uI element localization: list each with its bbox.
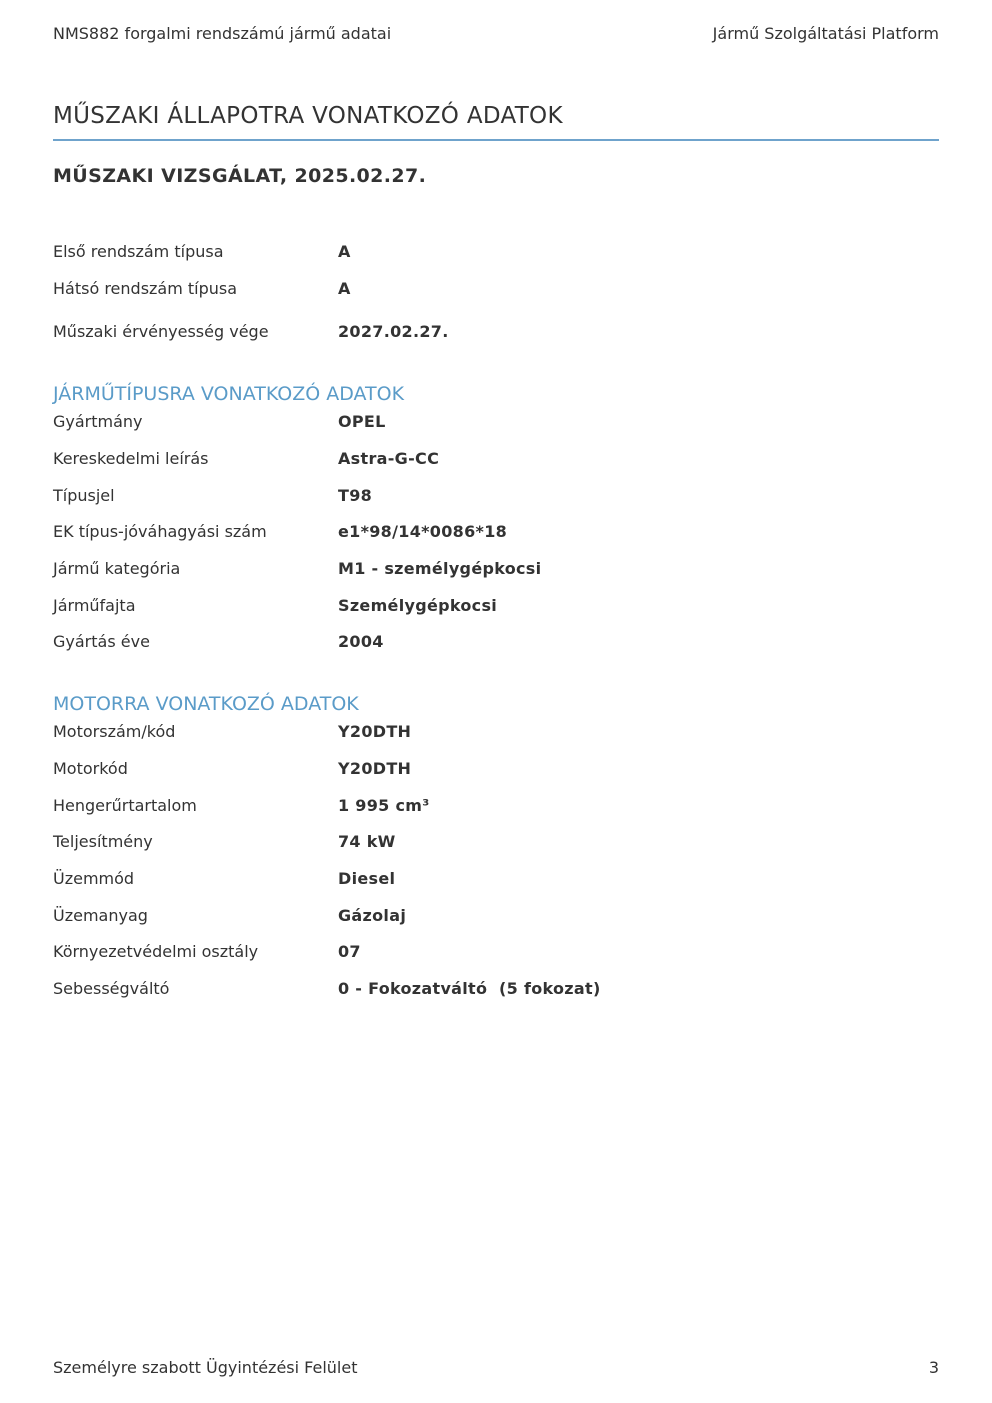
footer-service-name: Személyre szabott Ügyintézési Felület: [53, 1358, 358, 1377]
row-label: Gyártmány: [53, 412, 143, 431]
row-label: Motorszám/kód: [53, 722, 176, 741]
header-vehicle-title: NMS882 forgalmi rendszámú jármű adatai: [53, 24, 392, 43]
page-header: [53, 24, 939, 46]
row-value: OPEL: [338, 412, 386, 431]
row-label: Típusjel: [53, 486, 115, 505]
inspection-title: MŰSZAKI VIZSGÁLAT, 2025.02.27.: [53, 165, 427, 187]
row-label: Műszaki érvényesség vége: [53, 322, 269, 341]
row-value: Y20DTH: [338, 759, 412, 778]
row-value: T98: [338, 486, 373, 505]
row-value: 74 kW: [338, 832, 396, 851]
engine-heading: MOTORRA VONATKOZÓ ADATOK: [53, 693, 359, 715]
row-value: Személygépkocsi: [338, 596, 498, 615]
row-label: Üzemmód: [53, 869, 135, 888]
row-value: Y20DTH: [338, 722, 412, 741]
title-divider: [53, 139, 939, 141]
row-value: M1 - személygépkocsi: [338, 559, 542, 578]
row-label: Gyártás éve: [53, 632, 150, 651]
row-value: e1*98/14*0086*18: [338, 522, 508, 541]
row-value: A: [338, 279, 351, 298]
row-label: Hengerűrtartalom: [53, 796, 197, 815]
page-number: 3: [928, 1358, 939, 1377]
page-footer: [53, 1358, 939, 1380]
row-label: Első rendszám típusa: [53, 242, 224, 261]
row-value: Gázolaj: [338, 906, 407, 925]
page-title: MŰSZAKI ÁLLAPOTRA VONATKOZÓ ADATOK: [53, 103, 563, 129]
row-value: 0 - Fokozatváltó (5 fokozat): [338, 979, 601, 998]
row-label: Üzemanyag: [53, 906, 148, 925]
row-value: 1 995 cm³: [338, 796, 430, 815]
row-label: EK típus-jóváhagyási szám: [53, 522, 267, 541]
row-label: Kereskedelmi leírás: [53, 449, 209, 468]
row-value: A: [338, 242, 351, 261]
row-value: 2004: [338, 632, 384, 651]
row-label: Teljesítmény: [53, 832, 153, 851]
row-value: Diesel: [338, 869, 396, 888]
vehicle-type-heading: JÁRMŰTÍPUSRA VONATKOZÓ ADATOK: [53, 383, 405, 405]
row-label: Hátsó rendszám típusa: [53, 279, 238, 298]
header-platform-name: Jármű Szolgáltatási Platform: [712, 24, 939, 43]
row-value: 07: [338, 942, 361, 961]
row-label: Járműfajta: [53, 596, 136, 615]
row-label: Motorkód: [53, 759, 128, 778]
row-label: Sebességváltó: [53, 979, 170, 998]
row-value: 2027.02.27.: [338, 322, 449, 341]
row-value: Astra-G-CC: [338, 449, 440, 468]
row-label: Jármű kategória: [53, 559, 181, 578]
row-label: Környezetvédelmi osztály: [53, 942, 259, 961]
